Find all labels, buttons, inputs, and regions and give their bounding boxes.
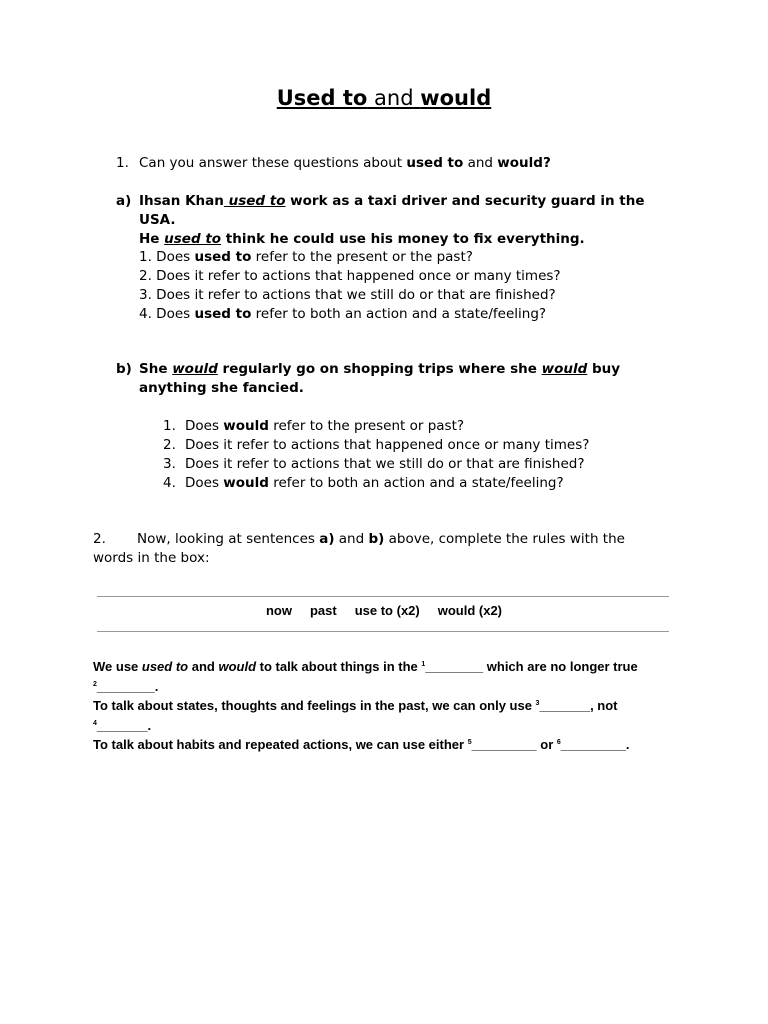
title-would: would (420, 86, 492, 110)
gap-number: 5 (467, 739, 472, 746)
grammar-rules (93, 656, 673, 754)
rule-2 (93, 695, 673, 734)
rule-text: ________. (96, 678, 159, 694)
list-item-bold: would (223, 418, 269, 434)
list-item-number: 3. (163, 456, 176, 472)
word-box-bottom-border (97, 631, 669, 632)
word-box-item: use to (x2) (354, 603, 420, 618)
list-item-text: 4. Does (139, 306, 195, 322)
question-1-bold-would: would? (497, 155, 551, 171)
sentence-a-part: Ihsan Khan (139, 193, 224, 209)
rule-text: to talk about things in the (256, 659, 422, 674)
page-title (0, 86, 768, 110)
list-item-number: 2. (163, 437, 176, 453)
gap-number: 1 (421, 661, 426, 668)
question-2-text: and (334, 531, 369, 547)
gap-number: 2 (93, 680, 97, 688)
sentence-b-part: She (139, 361, 173, 377)
title-used-to: Used to (276, 86, 368, 110)
sentence-a-part: think he could use his money to fix everything. (221, 231, 585, 247)
list-item-text: Does (185, 418, 224, 434)
sentence-b-would: would (172, 361, 218, 377)
word-box (0, 603, 768, 618)
sentence-b (116, 360, 676, 398)
rule-text: and (188, 659, 219, 674)
list-item-text: Does it refer to actions that happened once or many times? (185, 437, 590, 453)
list-item-bold: used to (194, 306, 252, 322)
sentence-a-part: He (139, 231, 165, 247)
sentence-b-questions (163, 417, 589, 493)
list-item-number: 1. (163, 418, 176, 434)
list-item-text: refer to both an action and a state/feeling? (268, 475, 564, 491)
list-item (139, 267, 561, 286)
question-2-number: 2. (93, 531, 106, 547)
gap-number: 4 (93, 719, 97, 727)
rule-1 (93, 656, 673, 695)
list-item-text: refer to both an action and a state/feeling? (251, 306, 547, 322)
rule-italic: used to (141, 659, 189, 674)
list-item-text: Does (185, 475, 224, 491)
question-2-text: Now, looking at sentences (137, 531, 320, 547)
list-item (139, 305, 561, 324)
sentence-a-used-to: used to (164, 231, 222, 247)
rule-text: To talk about habits and repeated actions, we can use either (93, 737, 468, 752)
rule-text: We use (93, 659, 142, 674)
gap-number: 6 (556, 739, 561, 746)
sentence-a-text (139, 192, 676, 249)
word-box-item: now (265, 603, 292, 618)
word-box-item: would (x2) (437, 603, 503, 618)
list-item (139, 248, 561, 267)
sentence-a (116, 192, 676, 249)
title-and: and (374, 86, 414, 110)
question-1-text: Can you answer these questions about (139, 155, 403, 171)
list-item (163, 417, 589, 436)
sentence-a-label: a) (116, 193, 132, 209)
list-item-text: refer to the present or the past? (251, 249, 473, 265)
gap-number: 3 (535, 700, 540, 707)
sentence-b-label: b) (116, 361, 132, 377)
list-item (163, 436, 589, 455)
list-item-bold: used to (194, 249, 252, 265)
sentence-b-part: regularly go on shopping trips where she (217, 361, 542, 377)
list-item-text: Does it refer to actions that we still do or that are finished? (185, 456, 585, 472)
question-2-bold: b) (368, 531, 385, 547)
sentence-b-text (139, 360, 676, 398)
rule-text: _________ or (471, 737, 557, 752)
sentence-a-part: work as a taxi driver and security guard in the USA. (139, 193, 645, 228)
rule-text: _______, not (539, 698, 618, 713)
question-1 (116, 155, 551, 171)
list-item-text: refer to the present or past? (268, 418, 465, 434)
list-item-text: 3. Does it refer to actions that we still do or that are finished? (139, 287, 556, 303)
rule-text: _______. (96, 717, 152, 733)
rule-text: ________ which are no longer true (425, 659, 638, 674)
word-box-item: past (309, 603, 337, 618)
question-2 (93, 530, 653, 568)
question-1-bold-used-to: used to (406, 155, 464, 171)
list-item-text: 2. Does it refer to actions that happened once or many times? (139, 268, 561, 284)
list-item (163, 474, 589, 493)
list-item-bold: would (223, 475, 269, 491)
rule-text: To talk about states, thoughts and feelings in the past, we can only use (93, 698, 536, 713)
question-2-text: above, complete the rules with the words in the box: (93, 531, 625, 566)
list-item-text: 1. Does (139, 249, 195, 265)
rule-text: _________. (560, 737, 630, 752)
question-1-and: and (467, 155, 493, 171)
sentence-b-would: would (541, 361, 588, 377)
list-item-number: 4. (163, 475, 176, 491)
rule-3 (93, 734, 673, 754)
question-2-bold: a) (319, 531, 335, 547)
sentence-a-used-to: used to (223, 193, 286, 209)
rule-italic: would (218, 659, 257, 674)
list-item (163, 455, 589, 474)
sentence-b-part: buy anything she fancied. (139, 361, 621, 396)
list-item (139, 286, 561, 305)
question-1-number: 1. (116, 155, 129, 171)
sentence-a-questions (139, 248, 561, 324)
word-box-top-border (97, 596, 669, 597)
